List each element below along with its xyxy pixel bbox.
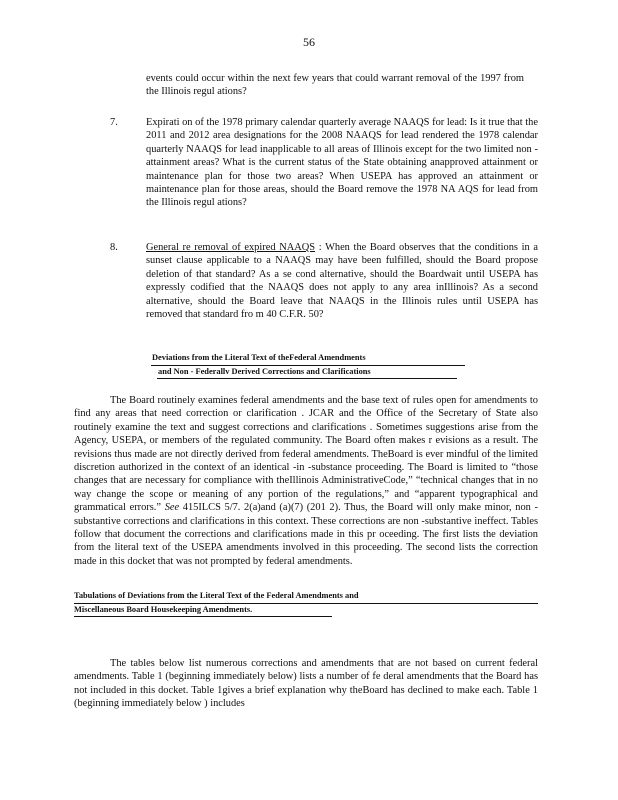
heading-deviations-line1: Deviations from the Literal Text of theFederal Amendments xyxy=(152,353,366,362)
item-8-number: 8. xyxy=(110,242,118,253)
heading-tabulations-rule2 xyxy=(74,616,332,617)
item-7-number: 7. xyxy=(110,117,118,128)
item-8-title: General re removal of expired NAAQS xyxy=(146,242,315,253)
page-number: 56 xyxy=(303,35,315,49)
paragraph-tables-below: The tables below list numerous corrections and amendments that are not based on current federal amendments. Table 1 (beginning immediately below) lists a number of fe deral amendments that the Board has not included in this docket. Table 1gives a brief explanation why theBoard has declined to make each. Table 1 (beginning immediately below ) includes xyxy=(74,658,538,710)
item-8-text xyxy=(146,241,538,321)
paragraph-board-routinely: The Board routinely examines federal amendments and the base text of rules open for amendments to find any areas that need correction or clarification . JCAR and the Office of the Secretary of State also routinely examine the text and suggest corrections and clarifications . Sometimes suggestions arise from the Agency, USEPA, or members of the regulated community. The Board often makes r evisions as a result. The revisions thus made are not directly derived from federal amendments. TheBoard is ever mindful of the limited discretion authorized in the context of an identical -in -substance proceeding. The Board is limited to “those changes that are necessary for compliance with theIllinois AdministrativeCode,” “technical changes that in no way change the scope or meaning of any portion of the regulations,” and “apparent typographical and grammatical errors.” See 415ILCS 5/7. 2(a)and (a)(7) (201 2). Thus, the Board will only make minor, non -substantive corrections and clarifications in this context. These corrections are non -substantive ineffect. Tables follow that document the corrections and clarifications made in this pr oceeding. The first lists the deviation from the literal text of the USEPA amendments involved in this proceeding. The second lists the correction made in this docket that was not prompted by federal amendments. xyxy=(74,395,538,567)
heading-tabulations-line2: Miscellaneous Board Housekeeping Amendments. xyxy=(74,605,253,614)
heading-deviations-rule2 xyxy=(157,378,457,379)
item-8-body: : When the Board observes that the conditions in a sunset clause applicable to a NAAQS may have been fulfilled, should the Board propose deletion of that standard? As a se cond alternative, should the Boardwait until USEPA has expressly codified that the NAAQS does not apply to any area inIllinois? As a second alternative, should the Board leave that NAAQS in the Illinois rules until USEPA has removed that standard fro m 40 C.F.R. 50? xyxy=(146,242,539,321)
item-7-text: Expirati on of the 1978 primary calendar quarterly average NAAQS for lead: Is it true that the 2011 and 2012 area designations for the 2008 NAAQS for lead rendered the 1978 calendar quarterly NAAQS for lead inapplicable to all areas of Illinois except for the two limited non -attainment areas? What is the current status of the State obtaining anapproved attainment or maintenance plan for those two areas? When USEPA has approved an attainment or maintenance plan for those areas, should the Board remove the 1978 NA AQS for lead from the Illinois regul ations? xyxy=(146,117,538,209)
see-signal: See xyxy=(164,502,180,514)
heading-deviations-line2: and Non - Federallv Derived Corrections and Clarifications xyxy=(158,367,371,376)
heading-tabulations-line1: Tabulations of Deviations from the Literal Text of the Federal Amendments and xyxy=(74,591,359,600)
item-6-continuation: events could occur within the next few years that could warrant removal of the 1997 from the Illinois regul ations? xyxy=(146,73,524,98)
